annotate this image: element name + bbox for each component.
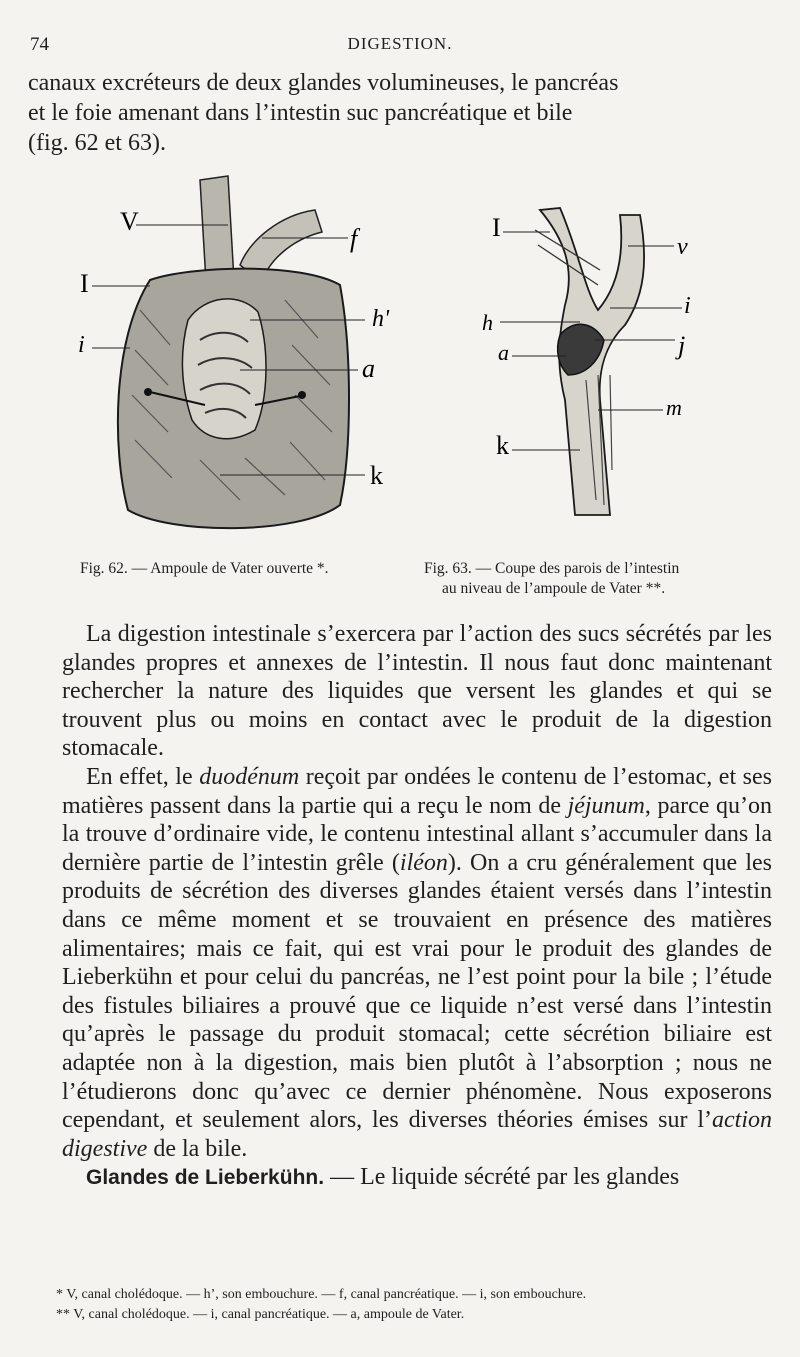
fig62-label-i: i [78,332,85,358]
fig63-caption-line1: Fig. 63. — Coupe des parois de l’intestin [424,560,680,577]
fig63-label-I: I [492,213,501,242]
intro-paragraph [28,68,772,158]
term-duodenum: duodénum [199,763,300,790]
fig63-label-h: h [482,310,493,335]
fig62-caption: Fig. 62. — Ampoule de Vater ouverte *. [80,560,329,577]
fig62-label-f: f [350,224,358,253]
fig63-label-i: i [684,293,691,319]
fig62-label-h: h' [372,306,390,332]
running-title: DIGESTION. [347,34,453,53]
fig62-label-v: V [120,207,139,236]
footnote-1: * V, canal cholédoque. — h’, son embouchure. — f, canal pancréatique. — i, son embouchure. [56,1287,587,1302]
term-jejunum: jéjunum [567,792,645,819]
fig63-label-a: a [498,340,509,365]
intro-line: canaux excréteurs de deux glandes volumineuses, le pancréas [28,70,619,96]
fig63-caption [424,559,774,599]
paragraph-3: Glandes de Lieberkühn. — Le liquide sécrété par les glandes [86,1164,680,1191]
fig63-caption-line2: au niveau de l’ampoule de Vater **. [442,580,666,597]
fig63-label-m: m [666,395,682,420]
figures [0,170,800,545]
paragraph-2: En effet, le duodénum reçoit par ondées le contenu de l’estomac, et ses matières passent dans la partie qui a reçu le nom de jéjunum, parce qu’on la trouve d’ordinaire vide, le contenu intestinal allant s’accumuler dans la dernière partie de l’intestin grêle (iléon). On a cru généralement que les produits de sécrétion des diverses glandes étaient versés dans l’intestin dans ce même moment et se trouvaient en présence des matières alimentaires; mais ce fait, qui est vrai pour le produit des glandes de Lieberkühn et pour celui du pancréas, ne l’est point pour la bile ; l’étude des fistules biliaires a prouvé que ce liquide n’est versé dans l’intestin qu’après le passage du produit stomacal; cette sécrétion biliaire est adaptée non à la digestion, mais bien plutôt à l’absorption ; nous ne l’étudierons donc qu’avec ce dernier phénomène. Nous exposerons cependant, et seulement alors, les diverses théories émises sur l’action digestive de la bile. [62,763,773,1162]
fig62-label-k: k [370,461,383,490]
term-action-digestive: action digestive [62,1107,772,1162]
page-number: 74 [30,34,49,55]
paragraph-1: La digestion intestinale s’exercera par l’action des sucs sécrétés par les glandes propres et annexes de l’intestin. Il nous faut donc maintenant rechercher la nature des liquides que versent les glandes et qui se trouvent plus ou moins en contact avec le produit de la digestion stomacale. [62,621,772,762]
fig63-label-j: j [678,331,686,360]
fig63-label-v: v [677,234,688,260]
term-ileon: iléon [399,849,448,876]
section-heading-lieberkuhn: Glandes de Lieberkühn. [86,1166,325,1190]
footnotes [56,1285,776,1325]
body-text [62,620,772,1193]
footnote-2: ** V, canal cholédoque. — i, canal pancréatique. — a, ampoule de Vater. [56,1307,465,1322]
fig63-label-k: k [496,431,509,460]
intro-line: et le foie amenant dans l’intestin suc pancréatique et bile [28,100,573,126]
fig62-label-I: I [80,269,89,298]
intro-line: (fig. 62 et 63). [28,130,166,156]
fig62-label-a: a [362,354,375,383]
figure-63-illustration [500,208,682,515]
